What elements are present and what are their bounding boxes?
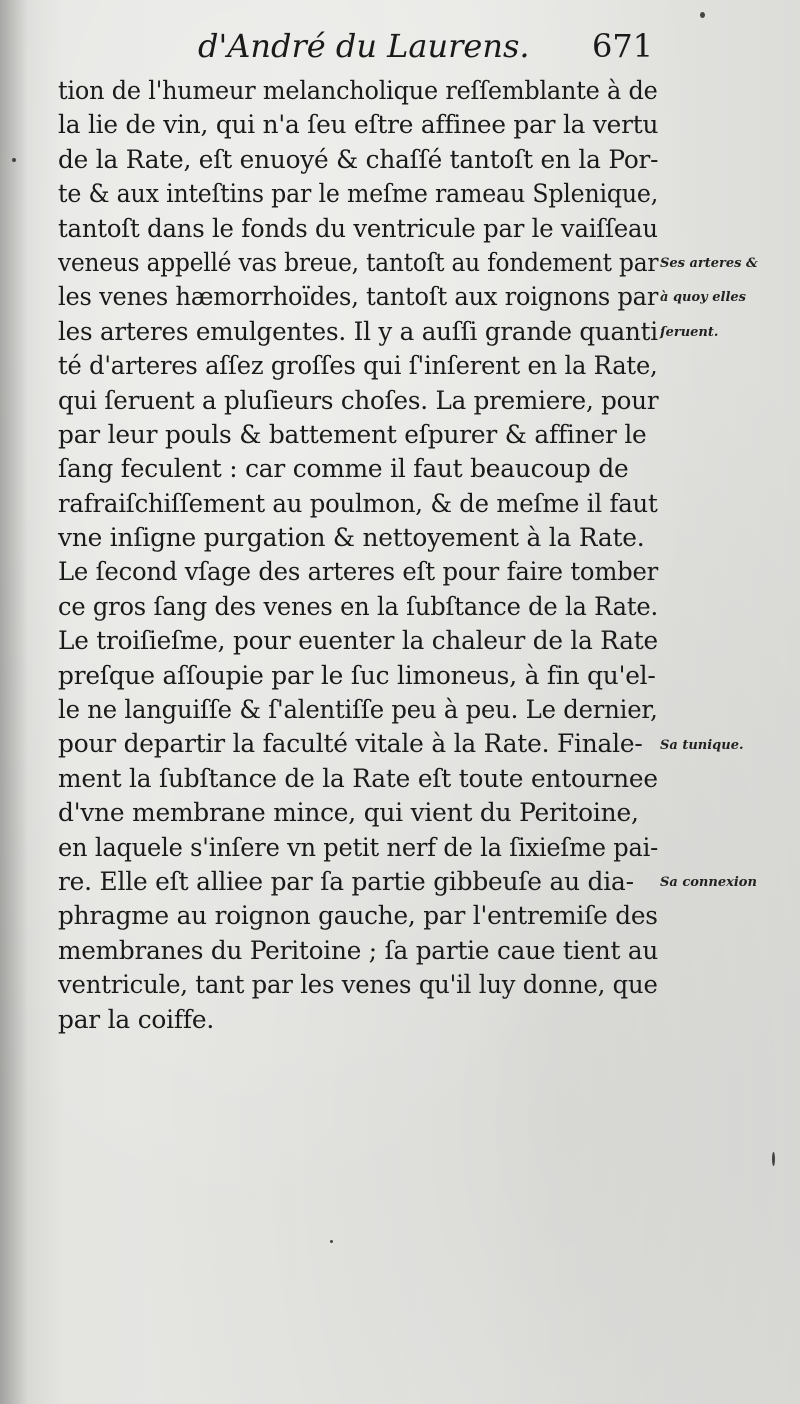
text-line: ment la ſubſtance de la Rate eſt toute entournee: [58, 763, 658, 793]
text-line: par leur pouls & battement eſpurer & affiner le: [58, 419, 647, 449]
margin-note: Ses arteres &: [660, 256, 758, 271]
text-line: rafraiſchiſſement au poulmon, & de meſme il faut: [58, 488, 658, 518]
spine-shadow: [0, 0, 28, 1404]
text-line: Le ſecond vſage des arteres eſt pour faire tomber: [58, 557, 659, 587]
margin-note: Sa tunique.: [660, 737, 744, 753]
text-line: par la coiffe.: [58, 1004, 215, 1034]
margin-note: à quoy elles: [660, 290, 746, 306]
running-head: [0, 24, 800, 68]
text-line: qui ſeruent a pluſieurs choſes. La premiere, pour: [58, 385, 659, 415]
text-line: le ne languiſſe & ſ'alentiſſe peu à peu. Le dernier,: [58, 695, 658, 725]
text-line: ſang feculent : car comme il faut beaucoup de: [58, 454, 629, 484]
running-head-title: d'André du Laurens.: [198, 27, 530, 65]
text-line: d'vne membrane mince, qui vient du Peritoine,: [58, 798, 639, 828]
text-line: en laquele s'inſere vn petit nerf de la ſixieſme pai-: [58, 832, 659, 862]
text-line: la lie de vin, qui n'a ſeu eſtre affinee par la vertu: [58, 110, 659, 140]
text-line: preſque aſſoupie par le ſuc limoneus, à fin qu'el-: [58, 660, 656, 690]
body-text: [58, 74, 662, 1037]
text-line: de la Rate, eſt enuoyé & chaſſé tantoſt en la Por-: [58, 144, 659, 174]
text-line: re. Elle eſt alliee par ſa partie gibbeuſe au dia-: [58, 866, 634, 896]
text-line: pour departir la faculté vitale à la Rate. Finale-: [58, 729, 643, 759]
text-line: ce gros ſang des venes en la ſubſtance de la Rate.: [58, 591, 658, 621]
paper-speck: [330, 1240, 333, 1243]
text-line: Le troiſieſme, pour euenter la chaleur de la Rate: [58, 626, 658, 656]
text-line: les arteres emulgentes. Il y a auſſi grande quanti: [58, 316, 658, 346]
text-line: té d'arteres aſſez groſſes qui ſ'inſerent en la Rate,: [58, 351, 658, 381]
paper-speck: [700, 12, 705, 18]
text-line: veneus appellé vas breue, tantoſt au fondement par: [58, 247, 659, 277]
text-line: tantoſt dans le fonds du ventricule par le vaiſſeau: [58, 213, 658, 243]
text-line: tion de l'humeur melancholique reſſemblante à de: [58, 76, 658, 105]
margin-note: Sa connexion: [660, 875, 757, 891]
margin-note: ſeruent.: [660, 324, 719, 340]
paper-speck: [12, 158, 16, 162]
text-line: les venes hæmorrhoïdes, tantoſt aux roignons par: [58, 282, 659, 312]
page-number: 671: [592, 27, 654, 65]
text-line: te & aux inteſtins par le meſme rameau Splenique,: [58, 179, 659, 209]
text-line: phragme au roignon gauche, par l'entremiſe des: [58, 901, 658, 931]
text-line: ventricule, tant par les venes qu'il luy donne, que: [58, 970, 658, 1000]
paper-speck: [772, 1152, 775, 1166]
text-line: membranes du Peritoine ; ſa partie caue tient au: [58, 935, 659, 965]
text-line: vne inſigne purgation & nettoyement à la Rate.: [58, 523, 645, 553]
